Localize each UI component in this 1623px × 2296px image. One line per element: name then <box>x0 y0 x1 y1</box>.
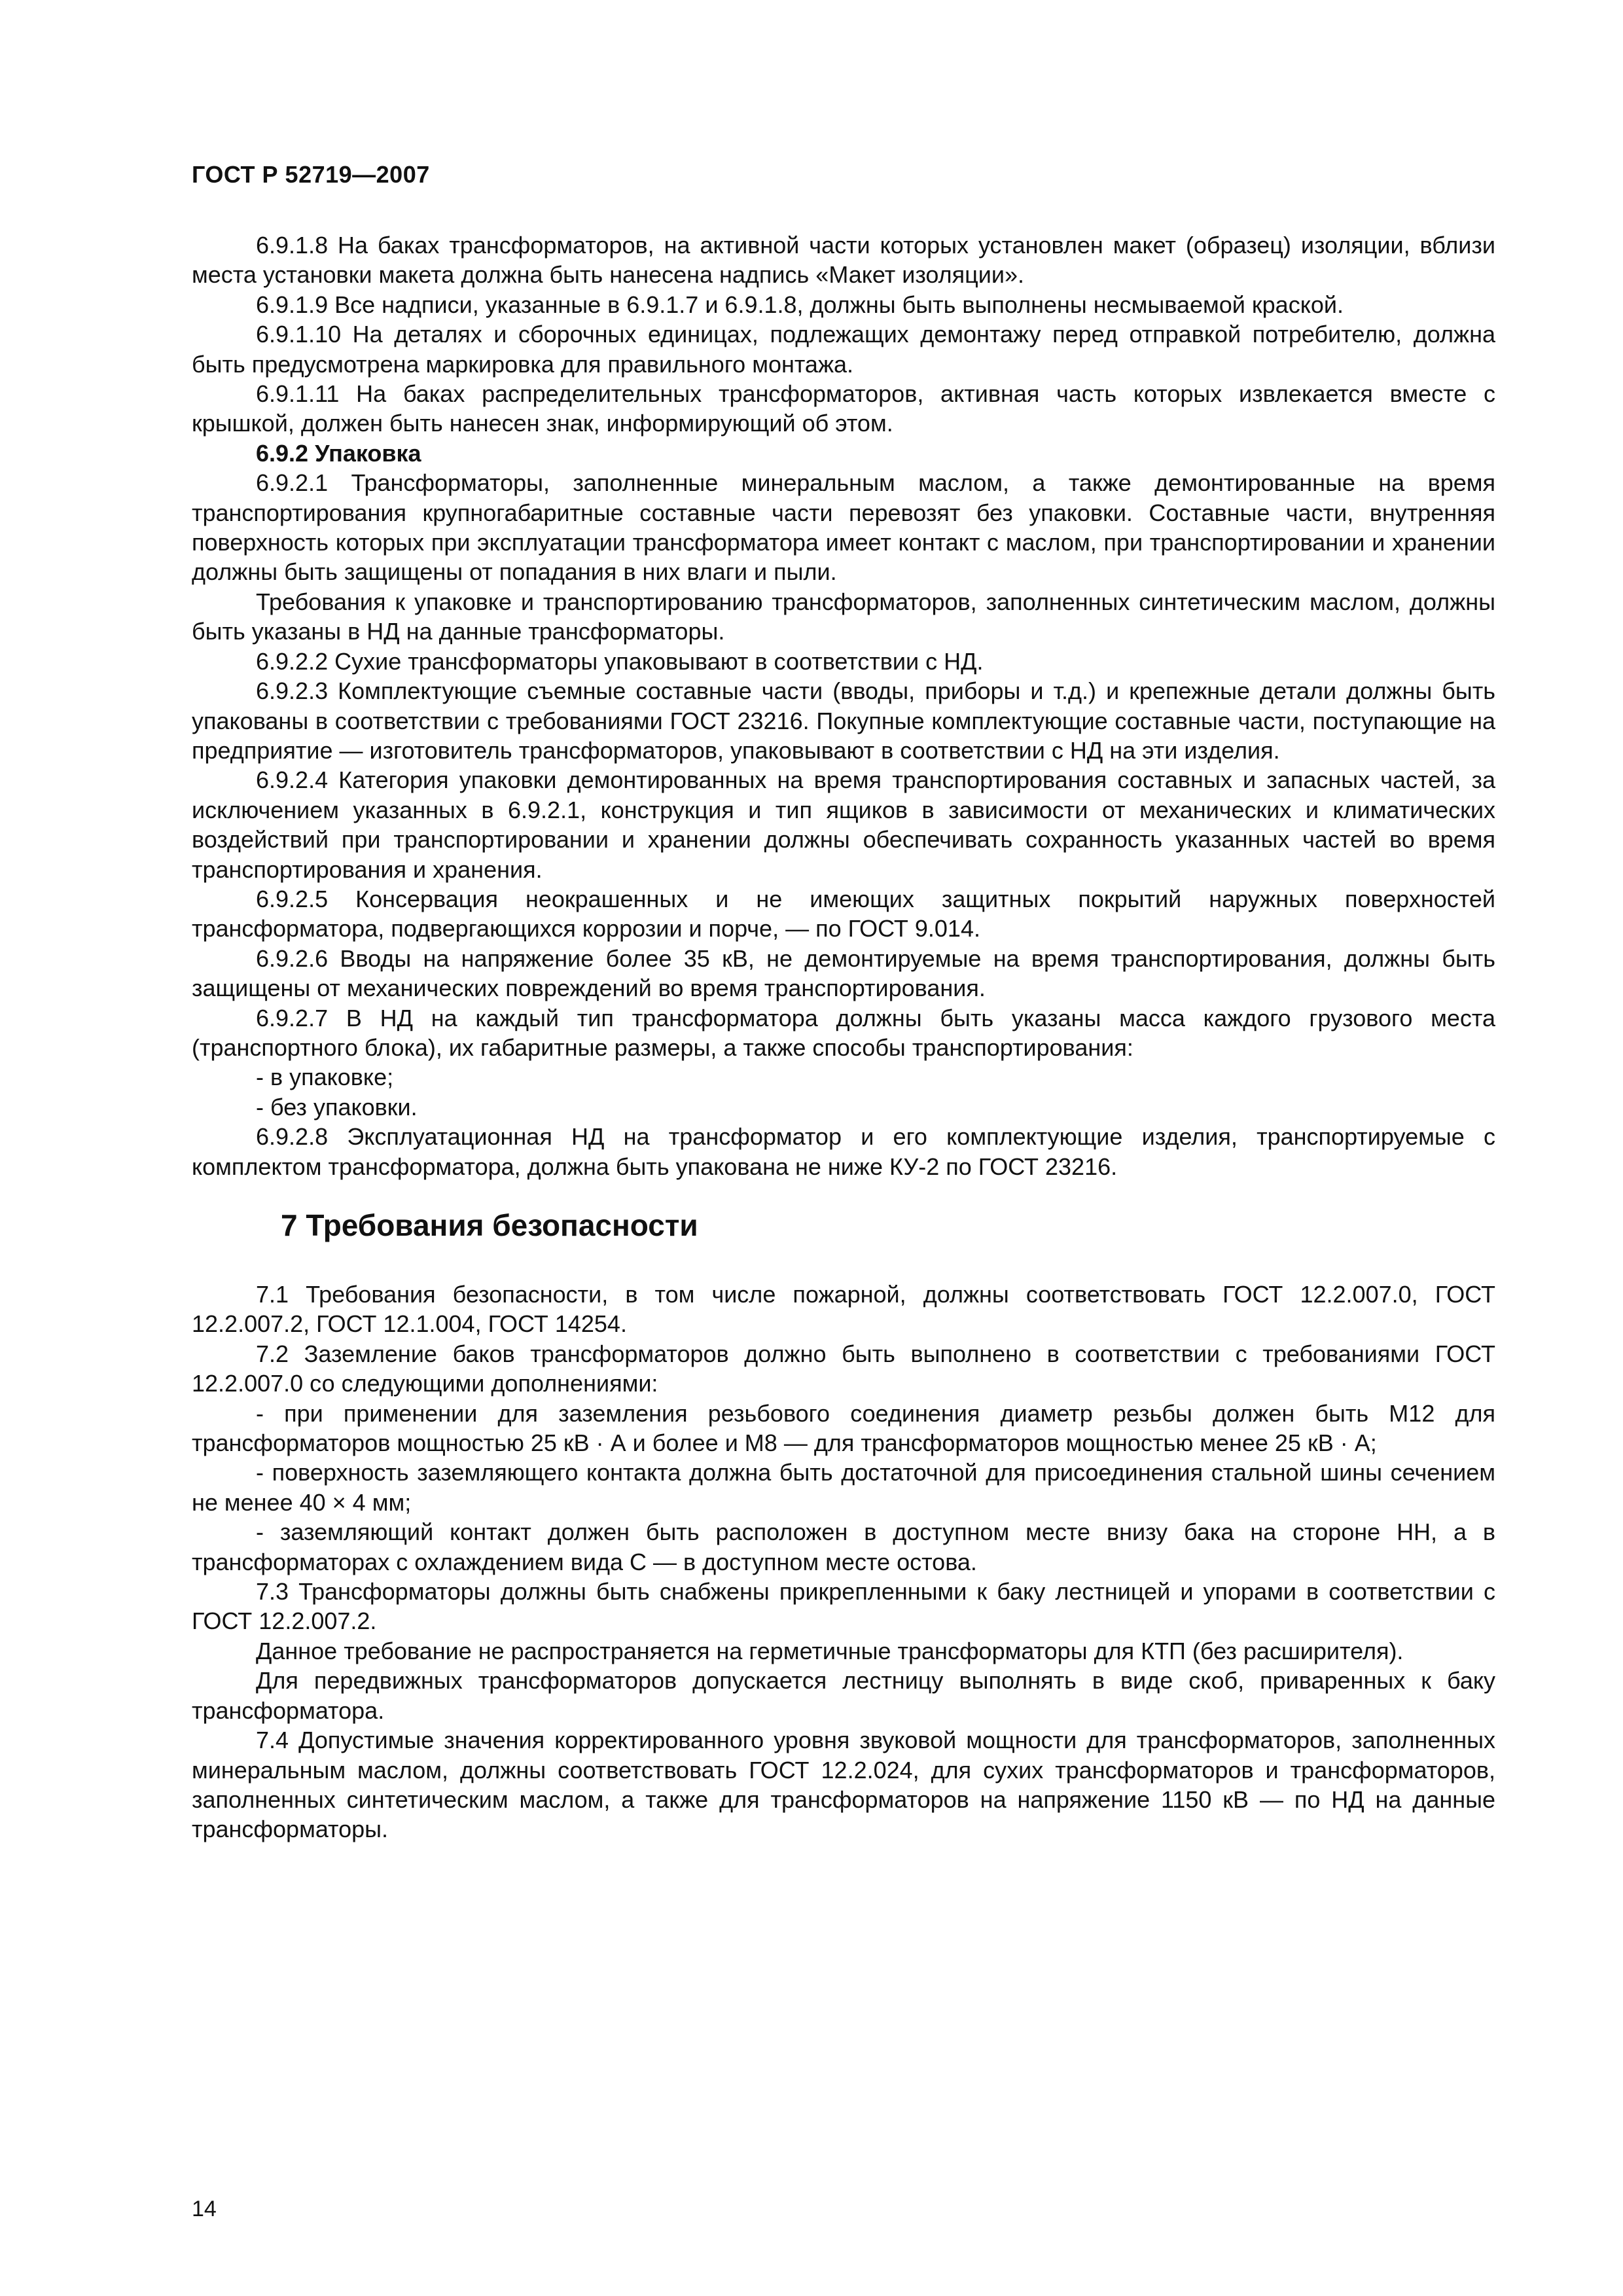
paragraph-mobile-transformers: Для передвижных трансформаторов допускается лестницу выполнять в виде скоб, приваренных к баку трансформатора. <box>192 1667 1495 1724</box>
subsection-title-6-9-2: 6.9.2 Упаковка <box>256 439 421 467</box>
paragraph-6-9-2-2: 6.9.2.2 Сухие трансформаторы упаковывают в соответствии с НД. <box>256 647 984 675</box>
paragraph-6-9-1-11: 6.9.1.11 На баках распределительных трансформаторов, активная часть которых извлекается вместе с крышкой, должен быть нанесен знак, информирующий об этом. <box>192 380 1495 437</box>
paragraph-synthetic-oil-requirements: Требования к упаковке и транспортированию трансформаторов, заполненных синтетическим маслом, должны быть указаны в НД на данные трансформаторы. <box>192 588 1495 645</box>
paragraph-6-9-1-9: 6.9.1.9 Все надписи, указанные в 6.9.1.7 и 6.9.1.8, должны быть выполнены несмываемой краской. <box>256 291 1344 318</box>
list-item-thread-diameter: - при применении для заземления резьбового соединения диаметр резьбы должен быть М12 для трансформаторов мощностью 25 кВ · А и более и М8 — для трансформаторов мощностью менее 25 кВ · А; <box>192 1399 1495 1457</box>
paragraph-7-1: 7.1 Требования безопасности, в том числе пожарной, должны соответствовать ГОСТ 12.2.007.0, ГОСТ 12.2.007.2, ГОСТ 12.1.004, ГОСТ 14254. <box>192 1281 1495 1338</box>
document-body <box>192 230 1495 1844</box>
paragraph-7-3: 7.3 Трансформаторы должны быть снабжены прикрепленными к баку лестницей и упорами в соответствии с ГОСТ 12.2.007.2. <box>192 1578 1495 1635</box>
paragraph-6-9-2-5: 6.9.2.5 Консервация неокрашенных и не имеющих защитных покрытий наружных поверхностей трансформатора, подвергающихся коррозии и порче, — по ГОСТ 9.014. <box>192 885 1495 942</box>
list-item-contact-surface: - поверхность заземляющего контакта должна быть достаточной для присоединения стальной шины сечением не менее 40 × 4 мм; <box>192 1459 1495 1516</box>
section-heading-7: 7 Требования безопасности <box>281 1208 698 1242</box>
paragraph-6-9-2-1: 6.9.2.1 Трансформаторы, заполненные минеральным маслом, а также демонтированные на время транспортирования крупногабаритные составные части перевозят без упаковки. Составные части, внутренняя поверхность которых при эксплуатации трансформатора имеет контакт с маслом, при транспортировании и хранении должны быть защищены от попадания в них влаги и пыли. <box>192 469 1495 586</box>
paragraph-ktp-exception: Данное требование не распространяется на герметичные трансформаторы для КТП (без расширителя). <box>256 1637 1404 1664</box>
paragraph-6-9-2-7: 6.9.2.7 В НД на каждый тип трансформатора должны быть указаны масса каждого грузового места (транспортного блока), их габаритные размеры, а также способы транспортирования: <box>192 1004 1495 1061</box>
page-number: 14 <box>192 2197 217 2221</box>
document-code-header: ГОСТ Р 52719—2007 <box>192 161 430 188</box>
paragraph-6-9-2-6: 6.9.2.6 Вводы на напряжение более 35 кВ, не демонтируемые на время транспортирования, должны быть защищены от механических повреждений во время транспортирования. <box>192 944 1495 1002</box>
paragraph-6-9-1-10: 6.9.1.10 На деталях и сборочных единицах, подлежащих демонтажу перед отправкой потребителю, должна быть предусмотрена маркировка для правильного монтажа. <box>192 321 1495 378</box>
list-item-unpacked: - без упаковки. <box>256 1093 418 1121</box>
paragraph-6-9-1-8: 6.9.1.8 На баках трансформаторов, на активной части которых установлен макет (образец) изоляции, вблизи места установки макета должна быть нанесена надпись «Макет изоляции». <box>192 232 1495 289</box>
paragraph-6-9-2-3: 6.9.2.3 Комплектующие съемные составные части (вводы, приборы и т.д.) и крепежные детали должны быть упакованы в соответствии с требованиями ГОСТ 23216. Покупные комплектующие составные части, поступающие на предприятие — изготовитель трансформаторов, упаковывают в соответствии с НД на эти изделия. <box>192 677 1495 764</box>
paragraph-7-2: 7.2 Заземление баков трансформаторов должно быть выполнено в соответствии с требованиями ГОСТ 12.2.007.0 со следующими дополнениями: <box>192 1340 1495 1397</box>
list-item-packed: - в упаковке; <box>256 1064 394 1091</box>
paragraph-7-4: 7.4 Допустимые значения корректированного уровня звуковой мощности для трансформаторов, заполненных минеральным маслом, должны соответствовать ГОСТ 12.2.024, для сухих трансформаторов и трансформаторов, заполненных синтетическим маслом, а также для трансформаторов на напряжение 1150 кВ — по НД на данные трансформаторы. <box>192 1727 1495 1843</box>
paragraph-6-9-2-8: 6.9.2.8 Эксплуатационная НД на трансформатор и его комплектующие изделия, транспортируемые с комплектом трансформатора, должна быть упакована не ниже КУ-2 по ГОСТ 23216. <box>192 1123 1495 1180</box>
list-item-contact-location: - заземляющий контакт должен быть расположен в доступном месте внизу бака на стороне НН, а в трансформаторах с охлаждением вида С — в доступном месте остова. <box>192 1518 1495 1575</box>
paragraph-6-9-2-4: 6.9.2.4 Категория упаковки демонтированных на время транспортирования составных и запасных частей, за исключением указанных в 6.9.2.1, конструкция и тип ящиков в зависимости от механических и климатических воздействий при транспортировании и хранении должны обеспечивать сохранность указанных частей во время транспортирования и хранения. <box>192 766 1495 883</box>
